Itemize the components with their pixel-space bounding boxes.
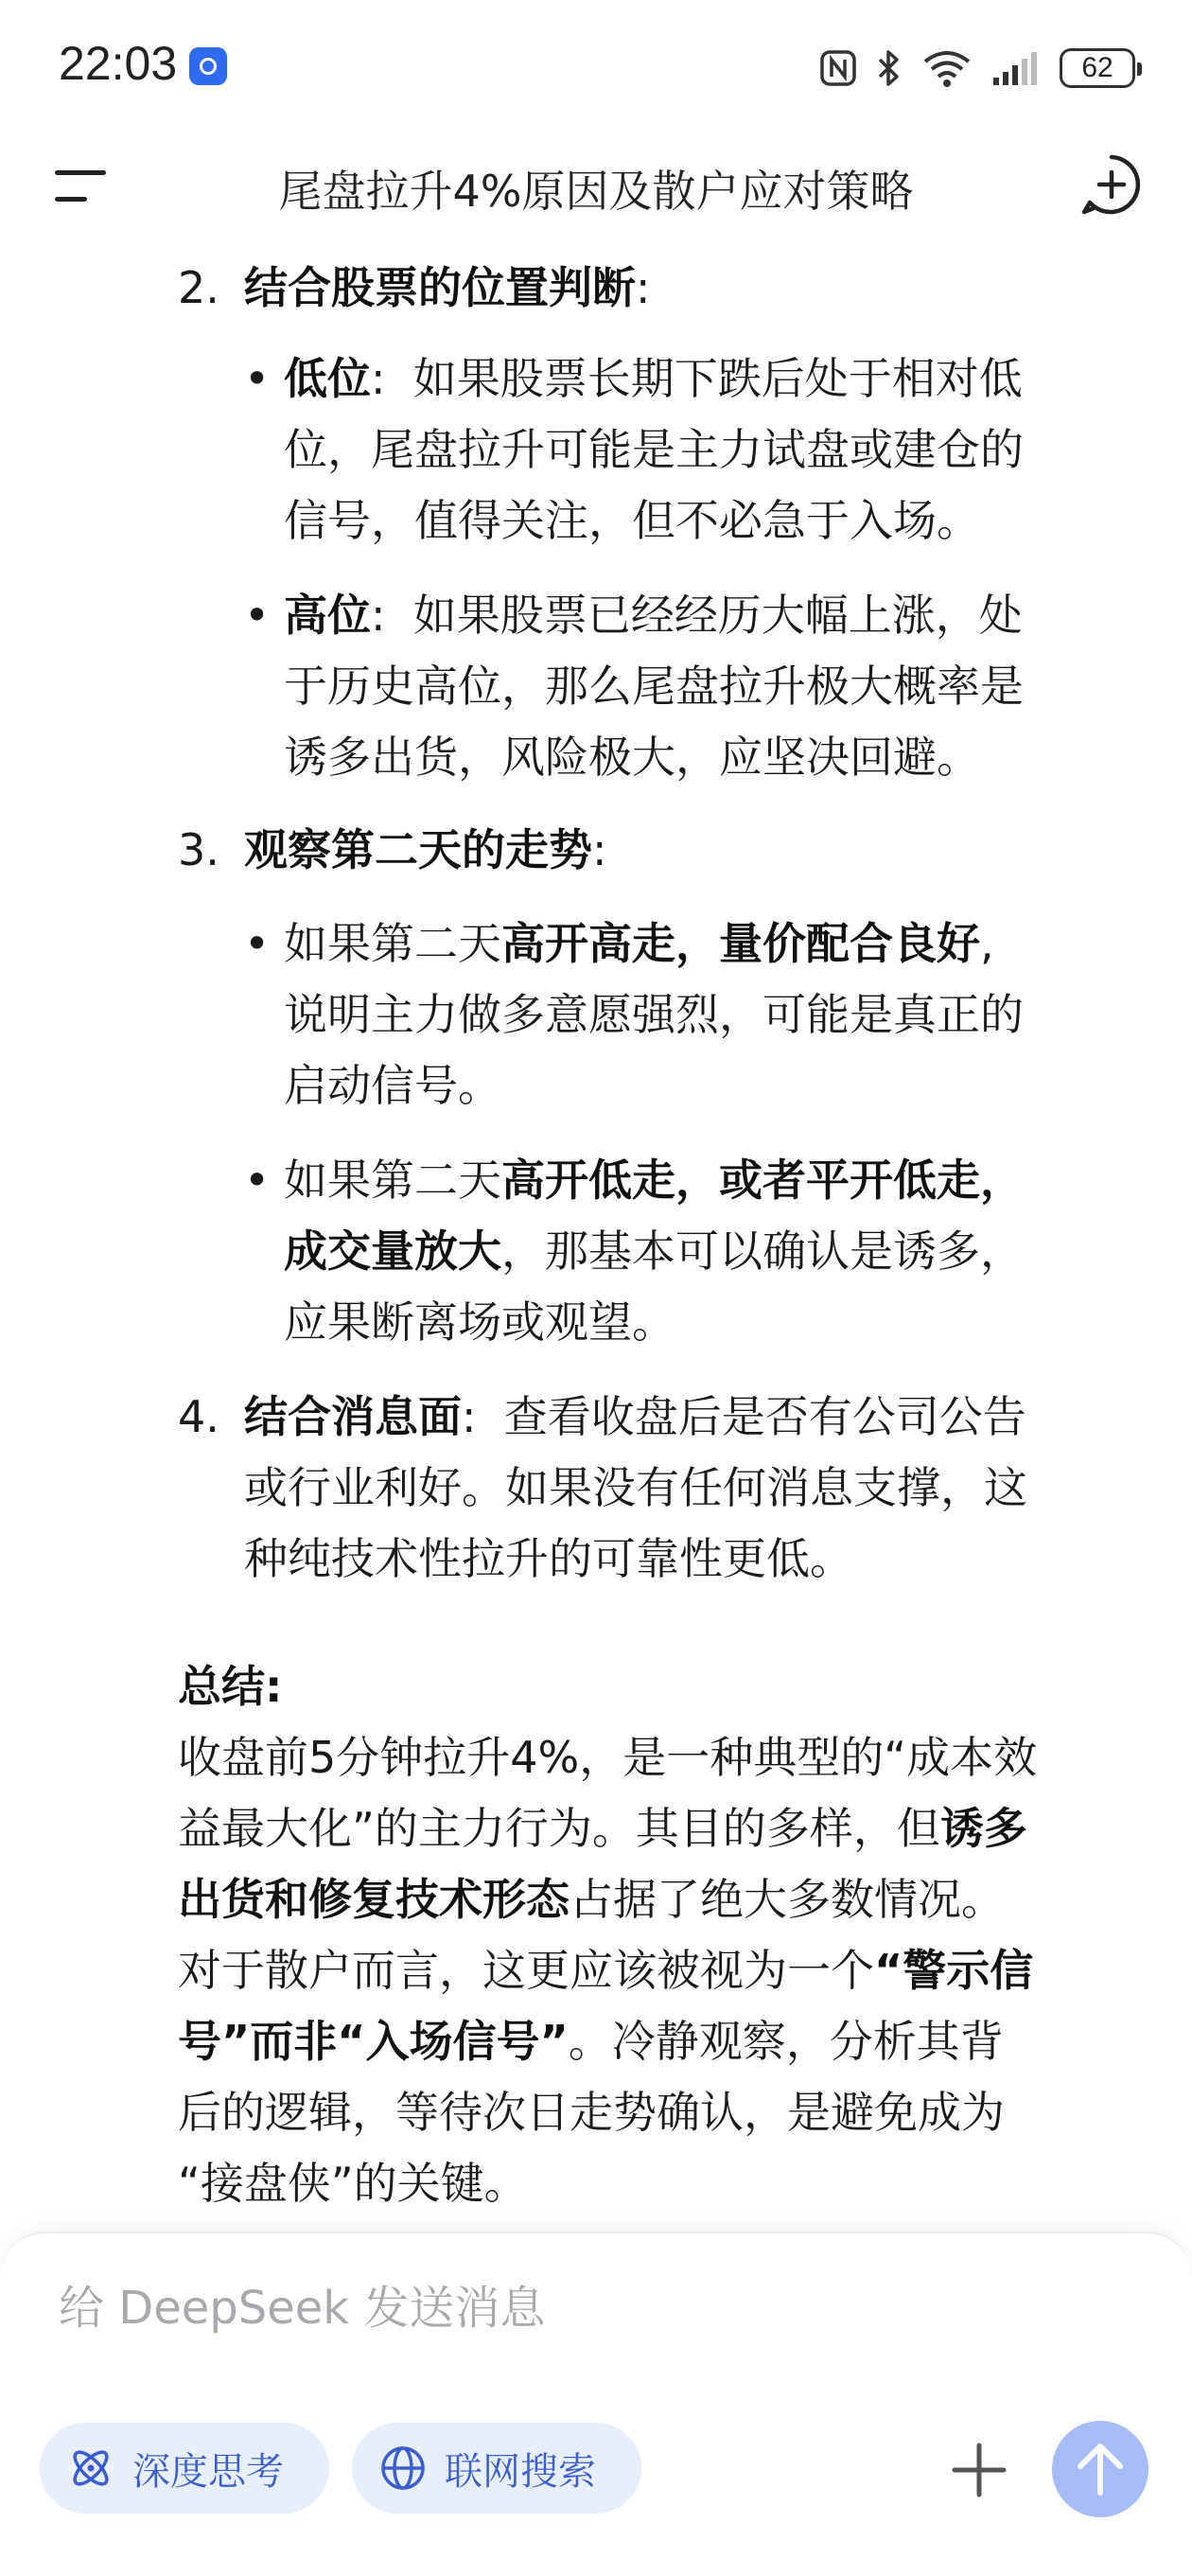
bullet-term: 高位: [284, 590, 371, 641]
list-number: 4.: [178, 1391, 219, 1442]
summary-section: 总结: 收盘前5分钟拉升4%，是一种典型的“成本效 益最大化”的主力行为。其目的多样，但诱多 出货和修复技术形态占据了绝大多数情况。 对于散户而言，这更应该被视为一个“警示信 号”而非“入场信号”。冷静观察，分析其背 后的逻辑，等待次日走势确认，是避免成为 “接盘侠”的关键。: [178, 1661, 1038, 2209]
status-time: 22:03: [59, 37, 178, 90]
bullet-dot: •: [244, 353, 271, 404]
bullet-low-position: • 低位: 如果股票长期下跌后处于相对低 位，尾盘拉升可能是主力试盘或建仓的 信号，值得关注，但不必急于入场。: [244, 344, 1133, 556]
list-item-4: 4. 结合消息面: 查看收盘后是否有公司公告 或行业利好。如果没有任何消息支撑，这 种纯技术性拉升的可靠性更低。: [178, 1382, 1143, 1595]
battery-level: 62: [1081, 52, 1113, 83]
list-item-3: 3. 观察第二天的走势:: [178, 815, 1143, 886]
bullet-term: 低位: [284, 353, 371, 404]
list-item-2: 2. 结合股票的位置判断:: [178, 253, 1143, 324]
bullet-high-position: • 高位: 如果股票已经经历大幅上涨，处 于历史高位，那么尾盘拉升极大概率是 诱多出货，风险极大，应坚决回避。: [244, 580, 1133, 793]
signal-icon: [991, 49, 1041, 87]
app-notification-icon: [189, 47, 227, 85]
send-button[interactable]: [1052, 2421, 1148, 2517]
list-number: 3.: [178, 824, 219, 875]
status-icons: [819, 42, 1135, 95]
menu-icon[interactable]: [55, 165, 112, 206]
battery-icon: [1060, 48, 1135, 88]
list-number: 2.: [178, 262, 219, 313]
status-bar: [0, 0, 1192, 132]
chat-header: [0, 132, 1192, 241]
item-heading: 观察第二天的走势: [244, 824, 592, 875]
web-search-label: 联网搜索: [445, 2449, 596, 2494]
plus-icon[interactable]: [951, 2442, 1008, 2498]
bullet-dot: •: [244, 590, 271, 641]
bullet-next-day-down: • 如果第二天高开低走，或者平开低走， 成交量放大，那基本可以确认是诱多， 应果断离场或观望。: [244, 1145, 1133, 1358]
message-input[interactable]: 给 DeepSeek 发送消息: [59, 2282, 546, 2335]
bullet-next-day-up: • 如果第二天高开高走，量价配合良好, 说明主力做多意愿强烈，可能是真正的 启动信号。: [244, 909, 1133, 1121]
item-heading: 结合消息面: [244, 1391, 462, 1442]
arrow-up-icon: [1052, 2421, 1148, 2517]
chat-title[interactable]: 尾盘拉升4%原因及散户应对策略: [278, 166, 914, 217]
atom-icon: [66, 2444, 115, 2493]
wifi-icon: [921, 48, 973, 88]
deep-think-toggle[interactable]: [40, 2423, 329, 2514]
deep-think-label: 深度思考: [132, 2449, 284, 2494]
message-composer: [0, 2232, 1192, 2576]
chat-message: [0, 241, 1192, 2229]
new-chat-icon[interactable]: [1080, 153, 1143, 216]
bluetooth-icon: [876, 48, 903, 88]
bullet-dot: •: [244, 918, 271, 969]
item-heading: 结合股票的位置判断: [244, 262, 636, 313]
bullet-dot: •: [244, 1155, 271, 1206]
nfc-icon: [819, 49, 857, 87]
web-search-toggle[interactable]: [352, 2423, 641, 2514]
globe-icon: [378, 2444, 428, 2493]
summary-heading: 总结:: [178, 1661, 283, 1712]
